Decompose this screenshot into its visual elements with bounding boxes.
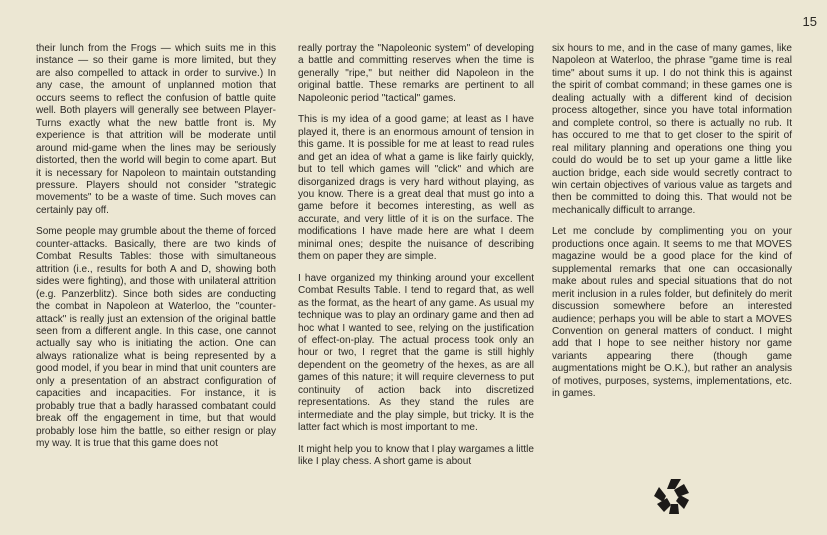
paragraph: This is my idea of a good game; at least as I have played it, there is an enormous amount of tension in this game. It is possible for me at least to read rules and get an idea of what a game is like fairly quickly, but to tell which games will "click" and which are disorganized drags is very hard without playing, as you know. There is a great deal that must go into a game before it becomes interesting, as well as accurate, and very little of it is on the surface. The modifications I have made here are what I deem minimal ones; despite the nuisance of describing them on paper they are simple.: [298, 114, 534, 263]
article-column-1: [36, 43, 276, 460]
paragraph: I have organized my thinking around your excellent Combat Results Table. I tend to regard that, as well as the format, as the heart of any game. As usual my technique was to play an ordinary game and then ad hoc what I wanted to see, relying on the justification of effect-on-play. The actual process took only an hour or two, I regret that the game is still highly dependent on the geometry of the hexes, as are all games of this nature; it will require cleverness to put continuity of action back into discretized representations. As they stand the rules are intermediate and the play simple, but tricky. It is the latter fact which is most important to me.: [298, 272, 534, 434]
article-column-3: [552, 43, 792, 410]
article-column-2: [298, 43, 534, 478]
paragraph: really portray the "Napoleonic system" of developing a battle and committing reserves when the time is generally "ripe," but neither did Napoleon in the original battle. These remarks are pertinent to all Napoleonic period "tactical" games.: [298, 43, 534, 104]
page-number: 15: [802, 14, 817, 29]
paragraph: It might help you to know that I play wargames a little like I play chess. A short game is about: [298, 443, 534, 468]
paragraph: Some people may grumble about the theme of forced counter-attacks. Basically, there are two kinds of Combat Results Tables: those with simultaneous attrition (i.e., results for both A and D, showing both sides were fighting), and those with unilateral attrition (e.g. Panzerblitz). Since both sides are conducting the combat in Napoleon at Waterloo, the "counter-attack" is really just an extension of the original battle seen from a different angle. In this case, one cannot actually say who is initiating the action. One can always rationalize what is being represented by a good model, if you bear in mind that unit counters are only a presentation of an abstract configuration of capacities and incapacities. For instance, it is probably true that a badly harassed combatant could break off the engagement in time, but that would probably lose him the battle, so either resign or play my way. It is true that this game does not: [36, 226, 276, 450]
paragraph: six hours to me, and in the case of many games, like Napoleon at Waterloo, the phrase "game time is real time" about sums it up. I do not think this is against the spirit of combat command; in these games one is dealing actually with a different kind of decision process altogether, since you have total information and complete control, so there is actually no rub. It has occured to me that to get closer to the spirit of real military planning and operations one thing you could do would be to set up your game a little like auction bridge, each side would secretly contract to win certain objectives of various value as targets and then be committed to doing this. That would not be mechanically difficult to arrange.: [552, 43, 792, 216]
publisher-logo-icon: [650, 476, 692, 518]
paragraph: their lunch from the Frogs — which suits me in this instance — so their game is more limited, but they are also compelled to attack in order to survive.) In any case, the amount of unplanned motion that occurs seems to reflect the confusion of battle quite well. Both players will generally see between Player-Turns exactly what the new battle front is. My experience is that attrition will be moderate until around mid-game when the lines may be seriously distorted, then the world will begin to come apart. But it is necessary for Napoleon to maintain outstanding pressure. Players should not consider "strategic movements" to be a waste of time. Such moves can certainly pay off.: [36, 43, 276, 216]
paragraph: Let me conclude by complimenting you on your productions once again. It seems to me that MOVES magazine would be a good place for the kind of supplemental remarks that one can occasionally make about rules and special situations that do not merit inclusion in a rules folder, but definitely do merit discussion somewhere before an interested audience; perhaps you will be able to start a MOVES Convention on general matters of conduct. I might add that I hope to see neither history nor game variants appearing there (though game augmentations might be O.K.), but rather an analysis of motives, purposes, systems, implementations, etc. in games.: [552, 226, 792, 400]
